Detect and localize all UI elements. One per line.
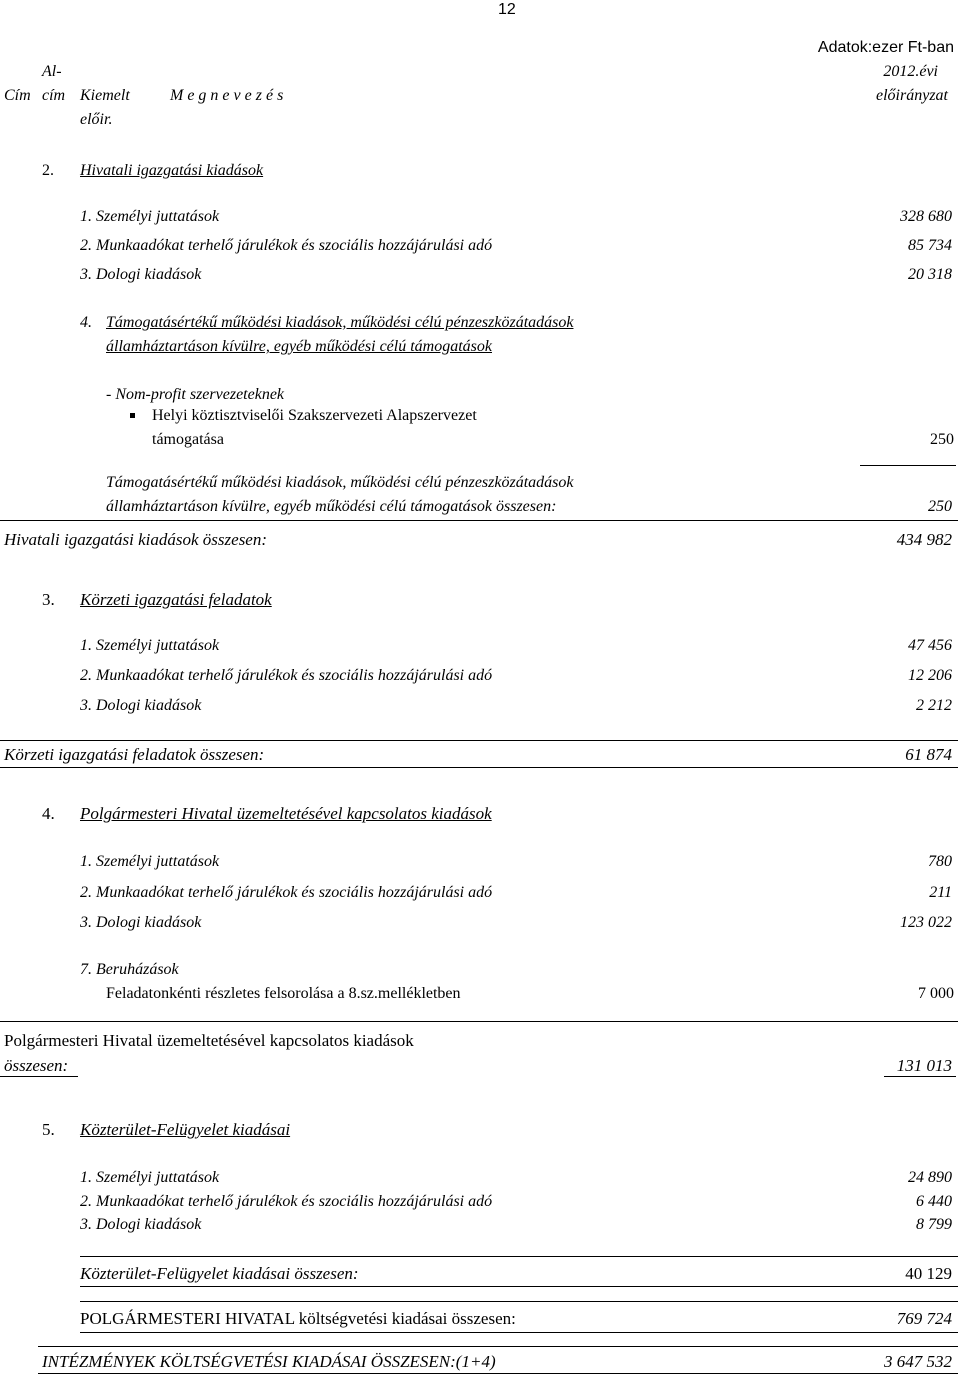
s2-sub-line-2: államháztartáson kívülre, egyéb működési célú támogatások összesen:: [106, 498, 557, 515]
section-5-number: 5.: [42, 1120, 55, 1139]
s4-total-value: 131 013: [896, 1056, 952, 1075]
s2-sub-line-1: Támogatásértékű működési kiadások, működési célú pénzeszközátadások: [106, 474, 574, 491]
s4-row-3-label: 3. Dologi kiadások: [80, 914, 202, 931]
helyi-line-2: támogatása: [152, 431, 224, 448]
col-eloir: előir.: [80, 111, 113, 128]
s4-row-7-detail: Feladatonkénti részletes felsorolása a 8.sz.mellékletben: [106, 985, 461, 1002]
s4-row-7-label: 7. Beruházások: [80, 961, 179, 978]
int-total-label: INTÉZMÉNYEK KÖLTSÉGVETÉSI KIADÁSAI ÖSSZESEN:(1+4): [42, 1352, 496, 1371]
col-eloiranyzat: előirányzat: [876, 87, 948, 104]
s4-row-7-value: 7 000: [918, 985, 954, 1002]
col-kiemelt: Kiemelt: [80, 87, 130, 104]
ph-total-rule-bottom: [80, 1332, 958, 1333]
s2-row-3-label: 3. Dologi kiadások: [80, 266, 202, 283]
s3-total-value: 61 874: [905, 745, 952, 764]
s2-sub-value: 250: [928, 498, 952, 515]
units-note: Adatok:ezer Ft-ban: [817, 39, 954, 56]
s2-row-4-line-2: államháztartáson kívülre, egyéb működési célú támogatások: [106, 338, 492, 355]
s2-row-2-value: 85 734: [908, 237, 952, 254]
s3-row-1-value: 47 456: [908, 637, 952, 654]
s3-row-3-label: 3. Dologi kiadások: [80, 697, 202, 714]
helyi-line-1: Helyi köztisztviselői Szakszervezeti Alapszervezet: [152, 407, 477, 424]
s3-row-2-label: 2. Munkaadókat terhelő járulékok és szociális hozzájárulási adó: [80, 667, 493, 684]
s4-row-2-label: 2. Munkaadókat terhelő járulékok és szociális hozzájárulási adó: [80, 884, 493, 901]
s4-total-line-2: összesen:: [4, 1056, 69, 1075]
section-4-title: Polgármesteri Hivatal üzemeltetésével kapcsolatos kiadások: [80, 804, 492, 823]
s4-row-1-label: 1. Személyi juttatások: [80, 853, 220, 870]
page-number: 12: [498, 1, 516, 18]
s5-row-1-label: 1. Személyi juttatások: [80, 1169, 220, 1186]
col-cim: Cím: [4, 87, 31, 104]
s5-total-rule-bottom: [80, 1286, 958, 1287]
s2-total-label: Hivatali igazgatási kiadások összesen:: [4, 530, 268, 549]
s5-row-3-label: 3. Dologi kiadások: [80, 1216, 202, 1233]
nonprofit-label: - Nom-profit szervezeteknek: [106, 386, 285, 403]
ph-total-rule-top: [80, 1301, 958, 1302]
s2-row-4-line-1: Támogatásértékű működési kiadások, működési célú pénzeszközátadások: [106, 314, 574, 331]
s2-total-rule: [0, 520, 958, 521]
s4-total-underline: [0, 1076, 78, 1077]
s3-row-2-value: 12 206: [908, 667, 952, 684]
s4-total-value-underline: [884, 1076, 956, 1077]
section-2-number: 2.: [42, 162, 54, 179]
section-3-title: Körzeti igazgatási feladatok: [80, 590, 272, 609]
subtotal-rule: [860, 465, 956, 466]
helyi-value: 250: [930, 431, 954, 448]
s5-row-2-value: 6 440: [916, 1193, 952, 1210]
s5-total-label: Közterület-Felügyelet kiadásai összesen:: [80, 1264, 359, 1283]
s2-row-1-value: 328 680: [900, 208, 952, 225]
s2-row-4-number: 4.: [80, 314, 92, 331]
s3-row-1-label: 1. Személyi juttatások: [80, 637, 220, 654]
s4-row-1-value: 780: [928, 853, 952, 870]
s5-total-value: 40 129: [905, 1264, 952, 1283]
col-cim2: cím: [42, 87, 66, 104]
section-4-number: 4.: [42, 804, 55, 823]
s2-row-3-value: 20 318: [908, 266, 952, 283]
section-3-number: 3.: [42, 590, 55, 609]
s2-total-value: 434 982: [896, 530, 952, 549]
s5-total-rule-top: [80, 1256, 958, 1257]
int-total-value: 3 647 532: [884, 1352, 952, 1371]
bullet-icon: [130, 413, 135, 418]
col-megnevezes: M e g n e v e z é s: [170, 87, 284, 104]
s3-total-label: Körzeti igazgatási feladatok összesen:: [4, 745, 265, 764]
section-2-title: Hivatali igazgatási kiadások: [80, 162, 264, 179]
int-total-rule-bottom: [38, 1373, 958, 1374]
col-al: Al-: [42, 63, 62, 80]
ph-total-value: 769 724: [896, 1309, 952, 1328]
s3-total-rule-bottom: [0, 767, 958, 768]
s4-row-2-value: 211: [929, 884, 952, 901]
s3-total-rule-top: [0, 740, 958, 741]
int-total-rule-top: [38, 1346, 958, 1347]
s4-total-line-1: Polgármesteri Hivatal üzemeltetésével kapcsolatos kiadások: [4, 1031, 414, 1050]
s4-total-rule: [0, 1021, 958, 1022]
s5-row-1-value: 24 890: [908, 1169, 952, 1186]
s2-row-1-label: 1. Személyi juttatások: [80, 208, 220, 225]
section-5-title: Közterület-Felügyelet kiadásai: [80, 1120, 291, 1139]
s2-row-2-label: 2. Munkaadókat terhelő járulékok és szociális hozzájárulási adó: [80, 237, 493, 254]
col-year: 2012.évi: [883, 63, 938, 80]
s3-row-3-value: 2 212: [916, 697, 952, 714]
ph-total-label: POLGÁRMESTERI HIVATAL költségvetési kiadásai összesen:: [80, 1309, 516, 1328]
s5-row-2-label: 2. Munkaadókat terhelő járulékok és szociális hozzájárulási adó: [80, 1193, 493, 1210]
s5-row-3-value: 8 799: [916, 1216, 952, 1233]
s4-row-3-value: 123 022: [900, 914, 952, 931]
